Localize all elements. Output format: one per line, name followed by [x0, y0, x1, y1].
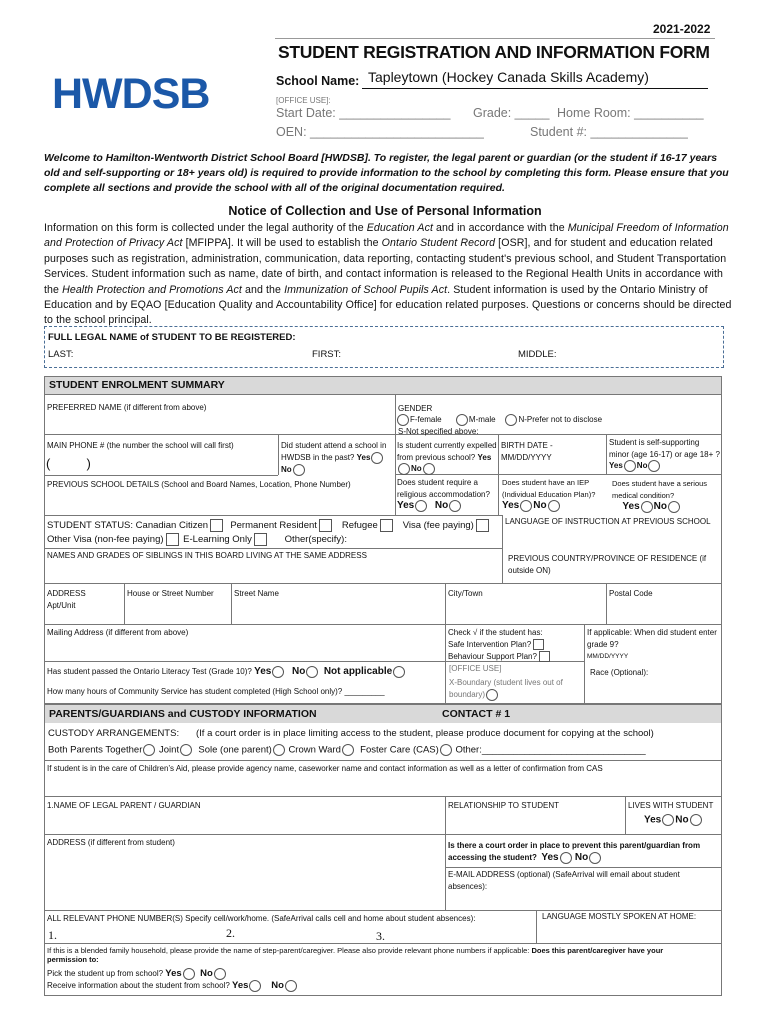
lives-with-no-radio[interactable]	[690, 814, 702, 826]
house-number-field[interactable]: House or Street Number	[127, 589, 214, 598]
relationship-field[interactable]: RELATIONSHIP TO STUDENT	[448, 801, 559, 810]
grade-field[interactable]: Grade: _____	[473, 106, 550, 120]
medical-no-radio[interactable]	[668, 501, 680, 513]
street-name-field[interactable]: Street Name	[234, 589, 279, 598]
expelled-no-radio[interactable]	[423, 463, 435, 475]
lives-with-yes-radio[interactable]	[662, 814, 674, 826]
self-supporting-no-radio[interactable]	[648, 460, 660, 472]
gender-n-radio[interactable]	[505, 414, 517, 426]
attended-no-radio[interactable]	[293, 464, 305, 476]
literacy-no-radio[interactable]	[306, 666, 318, 678]
pick-up-no-radio[interactable]	[214, 968, 226, 980]
main-phone-field[interactable]: ( )	[46, 456, 91, 471]
literacy-question: Has student passed the Ontario Literacy Test (Grade 10)? Yes No Not applicable	[47, 666, 406, 678]
behaviour-plan-row: Behaviour Support Plan?	[448, 651, 552, 662]
custody-note: (If a court order is in place limiting access to the student, please produce document for copying at the school)	[196, 728, 654, 739]
address-label: ADDRESS	[47, 589, 86, 598]
grade9-field[interactable]: If applicable: When did student enter grade 9?	[587, 628, 717, 649]
form-title: STUDENT REGISTRATION AND INFORMATION FORM	[278, 42, 710, 62]
custody-label: CUSTODY ARRANGEMENTS:	[48, 728, 180, 739]
religious-question: Does student require a religious accommodation? Yes No	[397, 478, 490, 512]
middle-name-field[interactable]: MIDDLE:	[518, 349, 557, 360]
main-phone-label: MAIN PHONE # (the number the school will call first)	[47, 441, 234, 450]
court-order-yes-radio[interactable]	[560, 852, 572, 864]
other-visa-checkbox[interactable]	[166, 533, 179, 546]
gender-s-field[interactable]: S-Not specified above:	[398, 427, 479, 436]
phone-3-field[interactable]: 3.	[376, 929, 385, 943]
literacy-yes-radio[interactable]	[272, 666, 284, 678]
lives-with-label: LIVES WITH STUDENT	[628, 801, 714, 810]
oen-field[interactable]: OEN: _________________________	[276, 125, 484, 139]
title-rule	[275, 38, 715, 39]
preferred-name-field[interactable]: PREFERRED NAME (if different from above)	[47, 403, 207, 412]
community-hours-field[interactable]: How many hours of Community Service has student completed (High School only)? _________	[47, 687, 385, 696]
safe-plan-checkbox[interactable]	[533, 639, 544, 650]
notice-paragraph: Information on this form is collected under the legal authority of the Education Act and in accordance with the Municipal Freedom of Information and Protection of Privacy Act [MFIPPA]. It will be used to establish the Ontario Student Record [OSR], and for student and education related purposes such as registration, administration, communication, data reporting, contacting student's previous school, and Student Transportation Services. Student information such as name, date of birth, and contact information is released to the Regional Health Units in accordance with the Health Protection and Promotions Act and the Immunization of School Pupils Act. Student information is used by the Ontario Ministry of Education and by EQAO [Education Quality and Accountability Office] for education related purposes. Questions or concerns should be directed to the school principal.	[44, 222, 732, 327]
student-status-row: STUDENT STATUS: Canadian Citizen Permanent Resident Refugee Visa (fee paying)	[47, 519, 491, 532]
attended-yes-radio[interactable]	[371, 452, 383, 464]
behaviour-plan-checkbox[interactable]	[539, 651, 550, 662]
iep-question: Does student have an IEP (Individual Education Plan)? Yes No	[502, 478, 596, 511]
iep-yes-radio[interactable]	[520, 500, 532, 512]
safe-plan-row: Safe Intervention Plan?	[448, 639, 546, 650]
medical-question: Does student have a serious medical condition? Yes No	[612, 479, 708, 512]
blended-family-field[interactable]: If this is a blended family household, please provide the name of step-parent/caregiver. Please also provide relevant phone numbers if applicable: Does this parent/caregiver have your permission to:	[47, 946, 664, 964]
student-status-row-2: Other Visa (non-fee paying) E-Learning Only Other(specify):	[47, 534, 347, 546]
gender-options-row: F-female M-male N-Prefer not to disclose	[396, 414, 602, 426]
grade9-format: MM/DD/YYYY	[587, 653, 629, 660]
x-boundary-field: X-Boundary (student lives out of boundary)	[449, 678, 563, 699]
postal-code-field[interactable]: Postal Code	[609, 589, 653, 598]
court-order-question: Is there a court order in place to prevent this parent/guardian from accessing the student? Yes No	[448, 841, 701, 864]
school-year: 2021-2022	[653, 22, 711, 36]
phone-1-field[interactable]: 1.	[48, 928, 57, 942]
school-name-label: School Name:	[276, 74, 360, 88]
foster-care-radio[interactable]	[440, 744, 452, 756]
gender-f-radio[interactable]	[397, 414, 409, 426]
start-date-field[interactable]: Start Date: ________________	[276, 106, 451, 120]
welcome-text: Welcome to Hamilton-Wentworth District School Board [HWDSB]. To register, the legal parent or guardian (or the student if 16-17 years old and self-supporting or 18+ years old) is required to provide information to the school by completing this form. Please ensure that you complete all sections and provide the school with all of the original documentation required.	[44, 152, 729, 194]
legal-name-title: FULL LEGAL NAME of STUDENT TO BE REGISTERED:	[48, 332, 296, 343]
crown-ward-radio[interactable]	[342, 744, 354, 756]
self-supporting-question: Student is self-supporting minor (age 16-17) or age 18+ ? Yes No	[609, 438, 720, 471]
visa-fee-checkbox[interactable]	[476, 519, 489, 532]
religious-yes-radio[interactable]	[415, 500, 427, 512]
pick-up-yes-radio[interactable]	[183, 968, 195, 980]
phone-numbers-label: ALL RELEVANT PHONE NUMBER(S) Specify cell/work/home. (SafeArrival calls cell and home about student absences):	[47, 914, 476, 923]
language-instruction-field[interactable]: LANGUAGE OF INSTRUCTION AT PREVIOUS SCHOOL	[505, 517, 711, 526]
check-if-label: Check √ if the student has:	[448, 628, 543, 637]
language-home-field[interactable]: LANGUAGE MOSTLY SPOKEN AT HOME:	[542, 912, 697, 921]
childrens-aid-field[interactable]: If student is in the care of Children’s Aid, please provide agency name, caseworker name and contact information as well as a letter of confirmation from CAS	[47, 764, 603, 773]
receive-info-no-radio[interactable]	[285, 980, 297, 992]
student-number-field[interactable]: Student #: ______________	[530, 125, 688, 139]
receive-info-question: Receive information about the student from school? Yes No	[47, 980, 298, 992]
legal-parent-name-field[interactable]: 1.NAME OF LEGAL PARENT / GUARDIAN	[47, 801, 201, 810]
siblings-field[interactable]: NAMES AND GRADES OF SIBLINGS IN THIS BOARD LIVING AT THE SAME ADDRESS	[47, 551, 367, 560]
office-use-label: [OFFICE USE]:	[276, 96, 331, 105]
office-use-x-boundary: [OFFICE USE]	[449, 664, 502, 673]
medical-yes-radio[interactable]	[641, 501, 653, 513]
phone-2-field[interactable]: 2.	[226, 926, 235, 940]
both-parents-radio[interactable]	[143, 744, 155, 756]
literacy-na-radio[interactable]	[393, 666, 405, 678]
receive-info-yes-radio[interactable]	[249, 980, 261, 992]
home-room-field[interactable]: Home Room: __________	[557, 106, 704, 120]
hwdsb-logo: HWDSB	[52, 70, 210, 118]
expelled-yes-radio[interactable]	[398, 463, 410, 475]
school-name-underline	[362, 88, 708, 89]
city-field[interactable]: City/Town	[448, 589, 483, 598]
contact-number: CONTACT # 1	[442, 708, 511, 720]
custody-options: Both Parents Together Joint Sole (one parent) Crown Ward Foster Care (CAS) Other:_______________________________	[48, 744, 646, 756]
permanent-resident-checkbox[interactable]	[319, 519, 332, 532]
religious-no-radio[interactable]	[449, 500, 461, 512]
e-learning-checkbox[interactable]	[254, 533, 267, 546]
self-supporting-yes-radio[interactable]	[624, 460, 636, 472]
attended-hwdsb: Did student attend a school in HWDSB in the past? YesNo	[281, 441, 387, 474]
lives-with-options: Yes No	[644, 814, 703, 826]
mailing-address-field[interactable]: Mailing Address (if different from above)	[47, 628, 189, 637]
x-boundary-radio[interactable]	[486, 689, 498, 701]
sole-radio[interactable]	[273, 744, 285, 756]
previous-country-field[interactable]: PREVIOUS COUNTRY/PROVINCE OF RESIDENCE (if outside ON)	[508, 554, 707, 575]
last-name-field[interactable]: LAST:	[48, 349, 74, 360]
school-name-value[interactable]: Tapleytown (Hockey Canada Skills Academy)	[368, 69, 649, 85]
expelled-question: Is student currently expelled from previous school? YesNo	[397, 441, 497, 474]
first-name-field[interactable]: FIRST:	[312, 349, 342, 360]
gender-label: GENDER	[398, 404, 433, 413]
iep-no-radio[interactable]	[548, 500, 560, 512]
apt-unit-field[interactable]: Apt/Unit	[47, 601, 76, 610]
joint-radio[interactable]	[180, 744, 192, 756]
race-field[interactable]: Race (Optional):	[590, 668, 649, 677]
refugee-checkbox[interactable]	[380, 519, 393, 532]
enrolment-header: STUDENT ENROLMENT SUMMARY	[45, 377, 721, 394]
email-field[interactable]: E-MAIL ADDRESS (optional) (SafeArrival will email about student absences):	[448, 870, 680, 891]
court-order-no-radio[interactable]	[589, 852, 601, 864]
notice-title: Notice of Collection and Use of Personal Information	[228, 204, 542, 218]
gender-m-radio[interactable]	[456, 414, 468, 426]
parent-address-field[interactable]: ADDRESS (if different from student)	[47, 838, 175, 847]
canadian-citizen-checkbox[interactable]	[210, 519, 223, 532]
parents-header: PARENTS/GUARDIANS and CUSTODY INFORMATION	[45, 705, 721, 723]
previous-school-field[interactable]: PREVIOUS SCHOOL DETAILS (School and Board Names, Location, Phone Number)	[47, 480, 351, 489]
pick-up-question: Pick the student up from school? Yes No	[47, 968, 227, 980]
birth-date-field[interactable]: BIRTH DATE - MM/DD/YYYY	[501, 441, 553, 462]
